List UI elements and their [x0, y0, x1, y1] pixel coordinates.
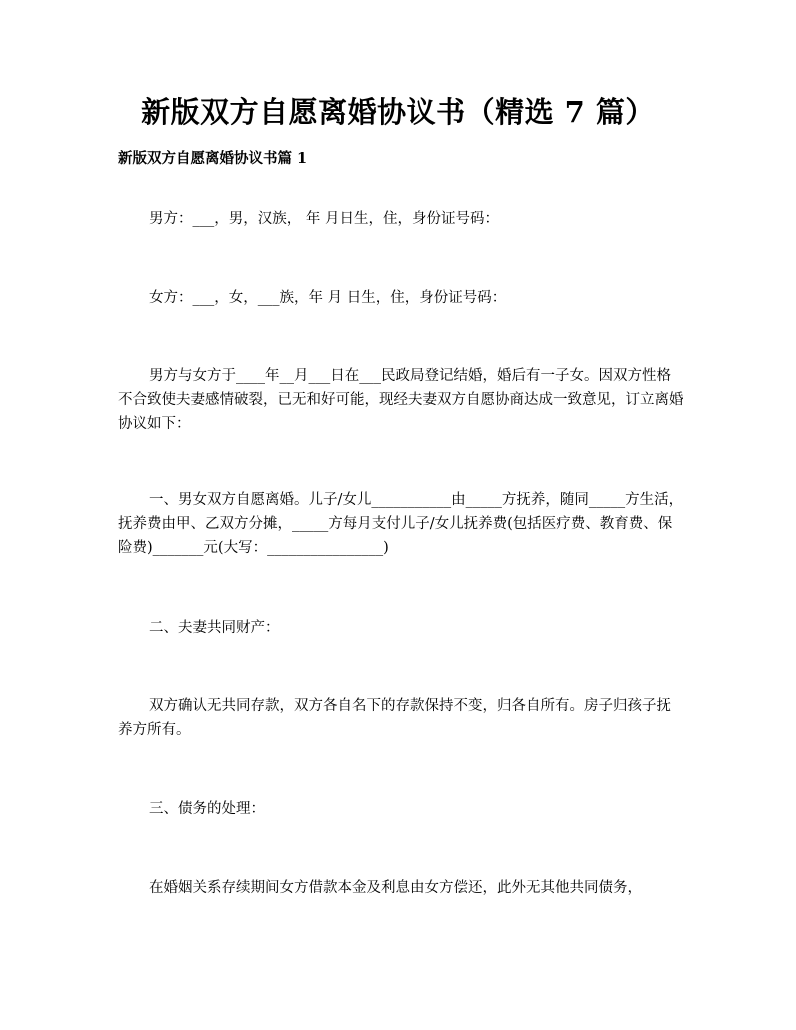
- paragraph-clause-property-heading: 二、夫妻共同财产：: [149, 620, 280, 636]
- paragraph-clause-debt-heading: 三、债务的处理：: [149, 801, 265, 817]
- paragraph-clause-custody: 一、男女双方自愿离婚。儿子/女儿___________由_____方抚养，随同_____方生活，抚养费由甲、乙双方分摊，_____方每月支付儿子/女儿抚养费(包括医疗费、教育费、保险费)_______元(大写：________________): [118, 492, 684, 556]
- paragraph-property-details: 双方确认无共同存款，双方各自名下的存款保持不变，归各自所有。房子归孩子抚养方所有。: [118, 698, 671, 738]
- paragraph-male-party: 男方：___，男，汉族， 年 月日生，住，身份证号码：: [149, 211, 499, 227]
- document-title: 新版双方自愿离婚协议书（精选 7 篇）: [141, 95, 655, 129]
- paragraph-female-party: 女方：___，女，___族，年 月 日生，住，身份证号码：: [149, 290, 507, 306]
- paragraph-marriage-background: 男方与女方于____年__月___日在___民政局登记结婚，婚后有一子女。因双方性格不合致使夫妻感情破裂，已无和好可能，现经夫妻双方自愿协商达成一致意见，订立离婚协议如下：: [118, 368, 684, 432]
- section-title: 新版双方自愿离婚协议书篇 1: [118, 150, 308, 167]
- paragraph-debt-details: 在婚姻关系存续期间女方借款本金及利息由女方偿还，此外无其他共同债务，: [149, 880, 642, 896]
